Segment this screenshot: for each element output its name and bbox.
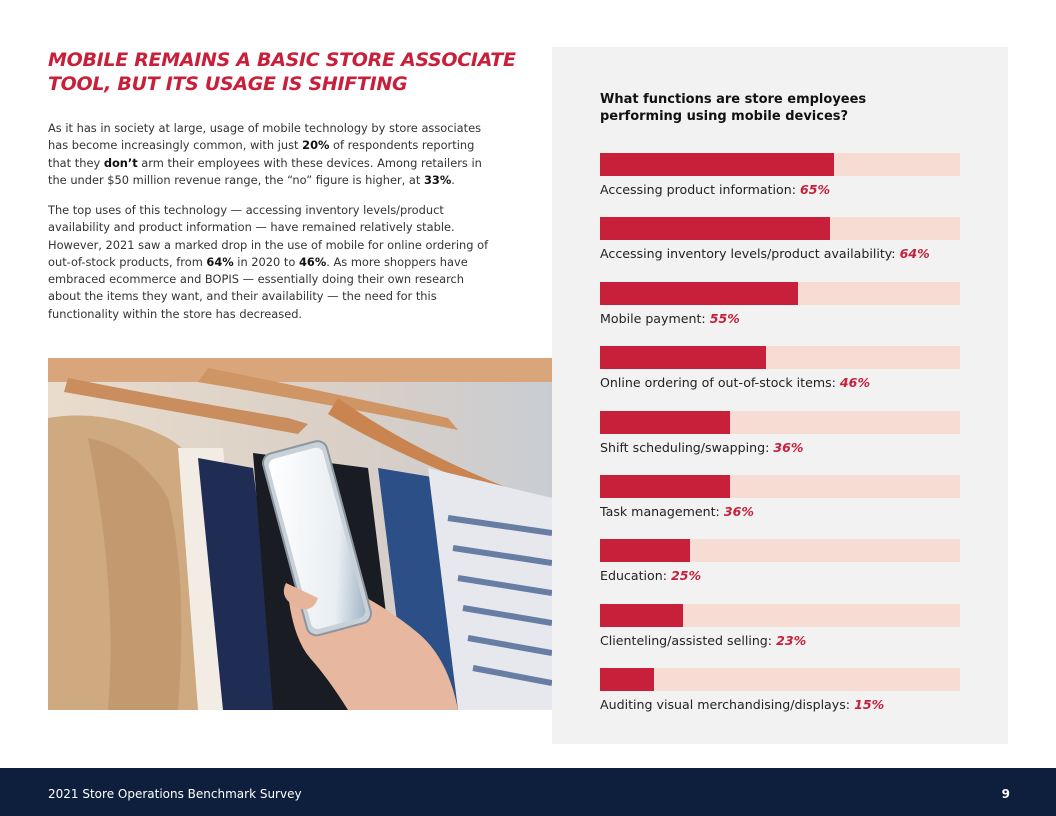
paragraph-text: The top uses of this technology — accessing inventory levels/product availability and product information — have remained relatively stable. However, 2021 saw a marked drop in the use of mobile for online ordering of out-of-stock products, from [48, 203, 489, 269]
bar-track [600, 411, 960, 434]
highlight-stat: 46% [298, 254, 327, 269]
bar-label [600, 697, 884, 712]
chart-panel [552, 47, 1008, 744]
bar-label [600, 246, 930, 261]
bar-value-label: 15% [854, 697, 885, 713]
bar-item [600, 217, 960, 269]
photo-illustration [48, 358, 552, 710]
bar-item [600, 346, 960, 398]
page-number: 9 [1001, 787, 1010, 801]
highlight-word: don’t [103, 155, 138, 170]
bar-fill [600, 604, 683, 627]
bar-label [600, 440, 804, 455]
bar-label [600, 504, 754, 519]
bar-category: Accessing product information: [600, 182, 796, 197]
bar-category: Online ordering of out-of-stock items: [600, 375, 836, 391]
bar-item [600, 668, 960, 720]
highlight-stat: 20% [302, 138, 330, 153]
bar-track [600, 604, 960, 627]
bar-fill [600, 668, 654, 691]
bar-fill [600, 475, 730, 498]
bar-item [600, 411, 960, 463]
bar-track [600, 282, 960, 305]
shopper-phone-photo [48, 358, 552, 710]
bar-value-label: 65% [799, 182, 831, 197]
paragraph-text: As it has in society at large, usage of mobile technology by store associates has become increasingly common, with just [48, 121, 482, 153]
page-footer [0, 768, 1056, 816]
bar-category: Shift scheduling/swapping: [600, 439, 770, 455]
bar-track [600, 668, 960, 691]
bar-category: Task management: [600, 504, 720, 519]
report-title: 2021 Store Operations Benchmark Survey [48, 787, 302, 801]
bar-track [600, 153, 960, 176]
bar-fill [600, 217, 830, 240]
bar-label [600, 633, 806, 648]
bar-track [600, 475, 960, 498]
trend-paragraph [48, 202, 498, 323]
bar-category: Clienteling/assisted selling: [600, 632, 773, 648]
bar-value-label: 36% [773, 439, 804, 455]
chart-title: What functions are store employees performing using mobile devices? [600, 92, 867, 124]
bar-item [600, 475, 960, 527]
bar-track [600, 346, 960, 369]
bar-fill [600, 346, 766, 369]
paragraph-text: in 2020 to [233, 254, 299, 269]
page-headline: MOBILE REMAINS A BASIC STORE ASSOCIATE TOOL, BUT ITS USAGE IS SHIFTING [48, 49, 516, 95]
bar-value-label: 23% [776, 632, 807, 648]
bar-category: Education: [600, 568, 667, 584]
bar-label [600, 182, 830, 197]
bar-fill [600, 153, 834, 176]
bar-label [600, 375, 870, 390]
bar-fill [600, 282, 798, 305]
highlight-stat: 64% [206, 254, 234, 269]
paragraph-text: . As more shoppers have embraced ecommerce and BOPIS — essentially doing their own research about the items they want, and their availability — the need for this functionality within the store has decreased. [48, 254, 468, 321]
bar-item [600, 153, 960, 205]
bar-value-label: 36% [723, 504, 754, 519]
bar-value-label: 25% [670, 568, 702, 584]
bar-value-label: 64% [899, 246, 930, 262]
bar-category: Mobile payment: [600, 310, 706, 326]
bar-value-label: 46% [839, 375, 871, 391]
bar-fill [600, 539, 690, 562]
bar-item [600, 604, 960, 656]
bar-fill [600, 411, 730, 434]
bar-item [600, 282, 960, 334]
bar-track [600, 539, 960, 562]
bar-item [600, 539, 960, 591]
intro-paragraph [48, 120, 498, 189]
bar-track [600, 217, 960, 240]
bar-value-label: 55% [709, 310, 740, 326]
paragraph-text: arm their employees with these devices. Among retailers in the under $50 million revenue range, the “no” figure is higher, at [48, 155, 482, 187]
bar-label [600, 568, 701, 583]
bar-label [600, 311, 740, 326]
bar-category: Auditing visual merchandising/displays: [600, 697, 851, 713]
paragraph-text: of respondents reporting that they [48, 138, 475, 170]
highlight-stat: 33% [423, 172, 452, 187]
bar-category: Accessing inventory levels/product availability: [600, 246, 896, 262]
paragraph-text: . [451, 172, 455, 187]
